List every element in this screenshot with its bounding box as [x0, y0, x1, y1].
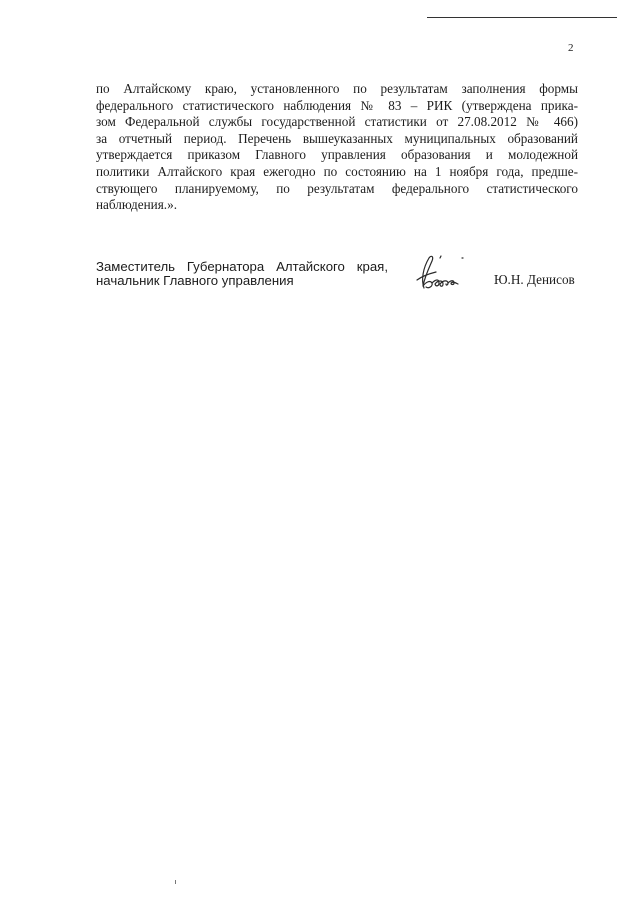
- body-line: зом Федеральной службы государственной статистики от 27.08.2012 № 466): [96, 114, 578, 130]
- handwritten-signature-icon: [410, 252, 472, 294]
- header-rule: [427, 17, 617, 18]
- body-line: федерального статистического наблюдения № 83 – РИК (утверждена прика-: [96, 97, 578, 113]
- signatory-title: [96, 260, 396, 288]
- body-paragraph: [96, 81, 578, 214]
- body-line: наблюдения.».: [96, 197, 177, 213]
- signatory-title-line: начальник Главного управления: [96, 273, 294, 288]
- page-number: 2: [568, 42, 574, 54]
- body-line: по Алтайскому краю, установленного по результатам заполнения формы: [96, 81, 578, 96]
- scan-artifact: [175, 880, 176, 884]
- body-line: политики Алтайского края ежегодно по состоянию на 1 ноября года, предше-: [96, 163, 578, 179]
- body-line: за отчетный период. Перечень вышеуказанных муниципальных образований: [96, 130, 578, 146]
- signer-name: Ю.Н. Денисов: [494, 272, 575, 287]
- body-line: ствующего планируемому, по результатам федерального статистического: [96, 180, 578, 196]
- body-line: утверждается приказом Главного управления образования и молодежной: [96, 147, 578, 163]
- signatory-title-line: Заместитель Губернатора Алтайского края,: [96, 259, 388, 274]
